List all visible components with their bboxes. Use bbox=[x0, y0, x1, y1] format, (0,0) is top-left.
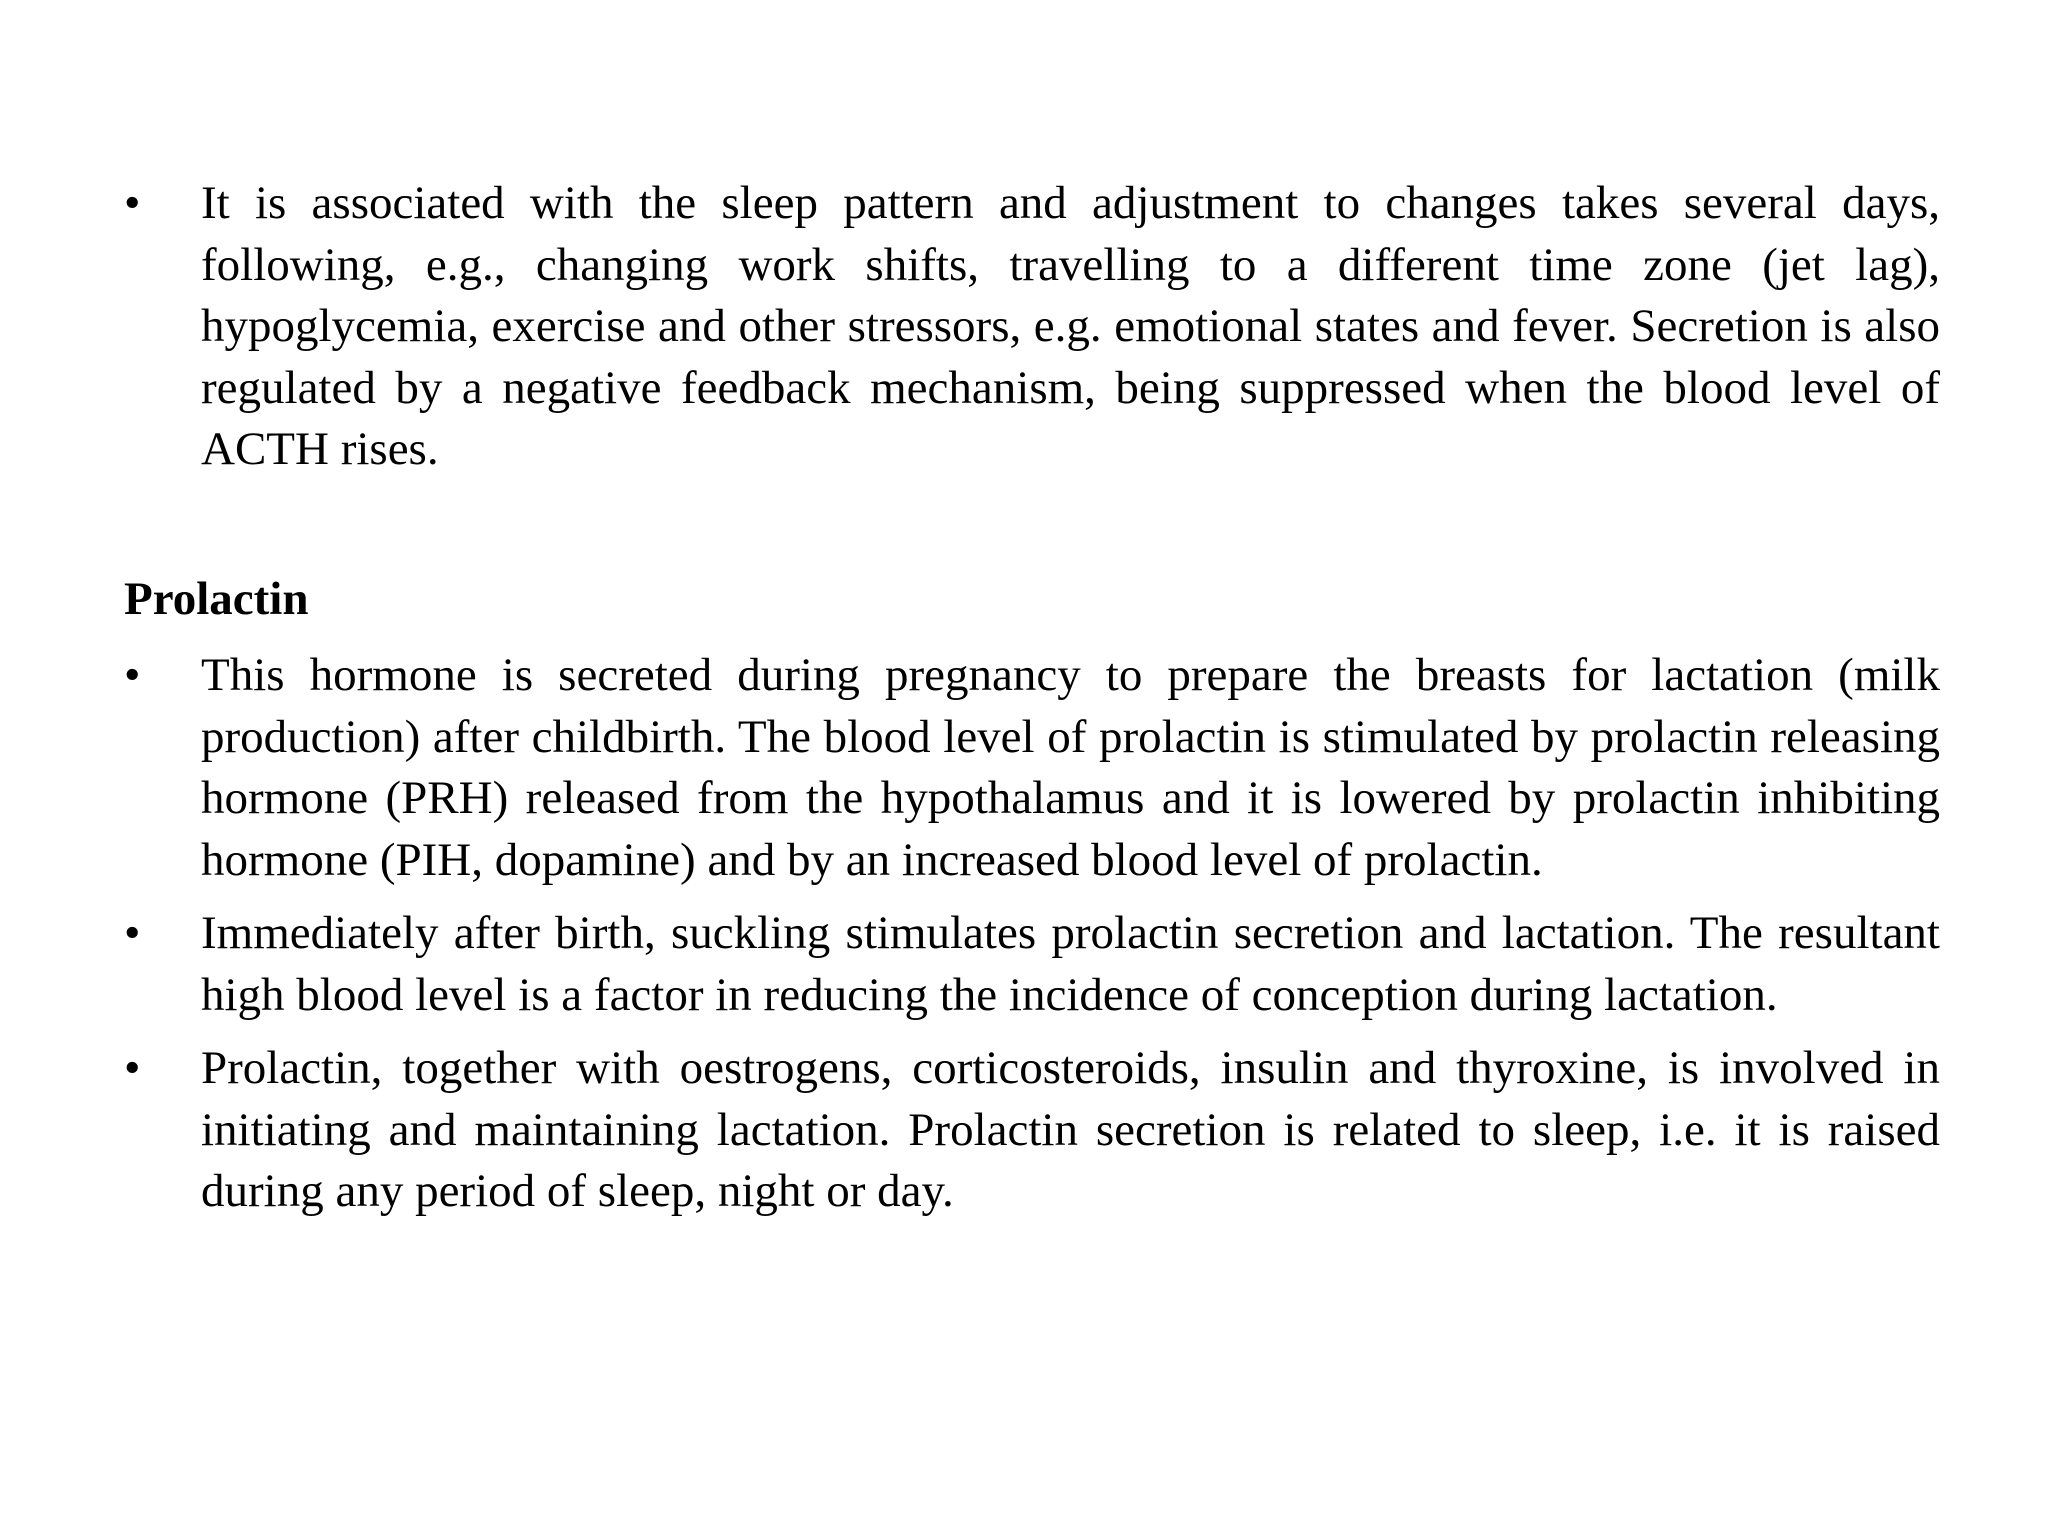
list-item bbox=[124, 173, 1940, 481]
bullet-icon: • bbox=[124, 1042, 141, 1094]
bullet-list-prolactin bbox=[124, 645, 1940, 1223]
bullet-text: This hormone is secreted during pregnancy to prepare the breasts for lactation (milk production) after childbirth. The blood level of prolactin is stimulated by prolactin releasing hormone (PRH) released from the hypothalamus and it is lowered by prolactin inhibiting hormone (PIH, dopamine) and by an increased blood level of prolactin. bbox=[201, 649, 1940, 886]
section-heading: Prolactin bbox=[124, 573, 309, 625]
list-item bbox=[124, 1038, 1940, 1223]
bullet-icon: • bbox=[124, 177, 141, 229]
bullet-text: Prolactin, together with oestrogens, corticosteroids, insulin and thyroxine, is involved in initiating and maintaining lactation. Prolactin secretion is related to sleep, i.e. it is raised during any period of sleep, night or day. bbox=[201, 1042, 1940, 1217]
bullet-icon: • bbox=[124, 649, 141, 701]
bullet-text: Immediately after birth, suckling stimulates prolactin secretion and lactation. The resultant high blood level is a factor in reducing the incidence of conception during lactation. bbox=[201, 907, 1940, 1021]
list-item bbox=[124, 645, 1940, 891]
list-item bbox=[124, 903, 1940, 1026]
bullet-list-acth bbox=[124, 173, 1940, 481]
bullet-text: It is associated with the sleep pattern and adjustment to changes takes several days, following, e.g., changing work shifts, travelling to a different time zone (jet lag), hypoglycemia, exercise and other stressors, e.g. emotional states and fever. Secretion is also regulated by a negative feedback mechanism, being suppressed when the blood level of ACTH rises. bbox=[201, 177, 1940, 475]
bullet-icon: • bbox=[124, 907, 141, 959]
